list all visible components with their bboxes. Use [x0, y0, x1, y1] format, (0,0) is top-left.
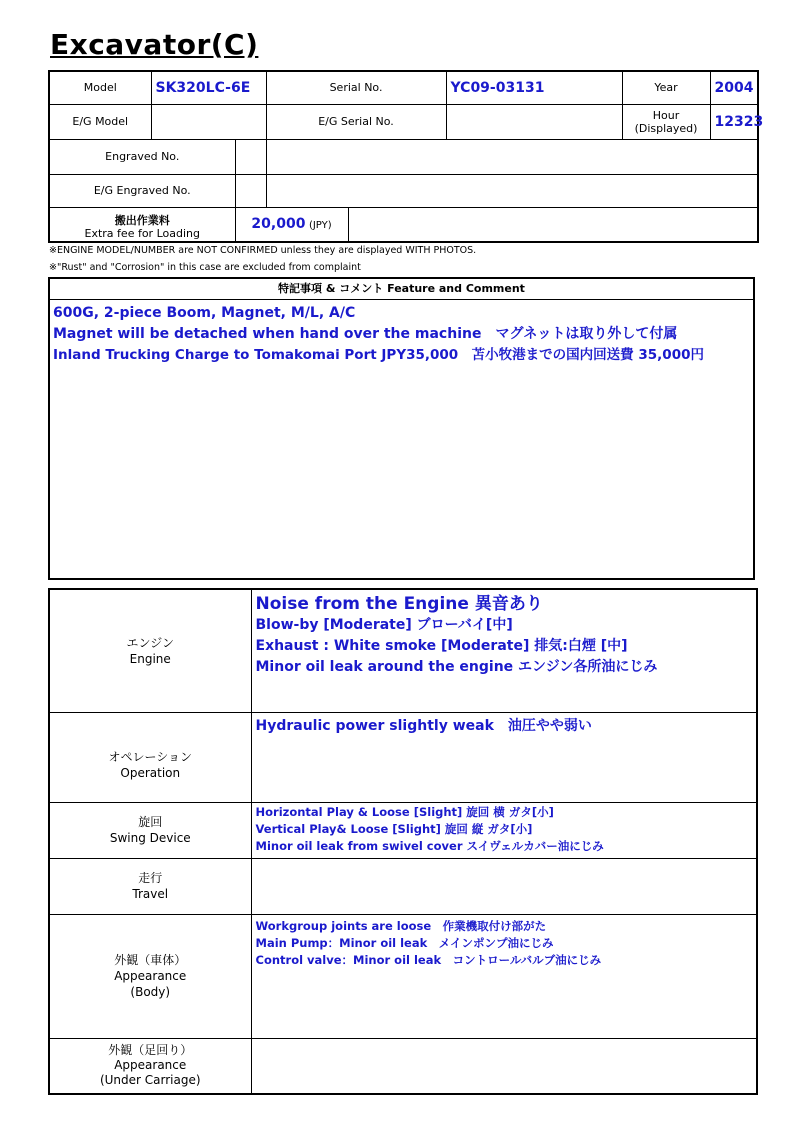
engine-label-en: Engine — [129, 651, 171, 666]
eg-serial-label: E/G Serial No. — [266, 104, 446, 139]
hour-label-line1: Hour — [652, 108, 680, 122]
appearance-undercarriage-label-jp: 外観（足回り） — [108, 1043, 193, 1058]
appearance-body-label-en2: (Body) — [130, 985, 171, 999]
serial-label: Serial No. — [266, 71, 446, 104]
feature-comment-box — [48, 277, 755, 580]
fee-label-en: Extra fee for Loading — [84, 227, 200, 240]
operation-label — [49, 712, 251, 802]
travel-label — [49, 858, 251, 914]
serial-value: YC09-03131 — [446, 71, 622, 104]
year-label: Year — [622, 71, 710, 104]
eg-model-label: E/G Model — [49, 104, 151, 139]
eg-engraved-label: E/G Engraved No. — [49, 174, 235, 207]
appearance-undercarriage-label-en2: (Under Carriage) — [99, 1073, 201, 1088]
condition-row-engine — [49, 589, 757, 712]
appearance-undercarriage-label — [49, 1038, 251, 1094]
swing-line: Minor oil leak from swivel cover スイヴェルカバー油にじみ — [255, 838, 604, 853]
condition-row-appearance-body — [49, 914, 757, 1038]
year-value: 2004 — [710, 71, 758, 104]
engine-headline: Noise from the Engine 異音あり — [255, 594, 543, 614]
engine-label-jp: エンジン — [126, 635, 174, 650]
fee-value: 20,000 — [251, 216, 306, 233]
condition-row-appearance-undercarriage — [49, 1038, 757, 1094]
spec-table — [48, 70, 764, 243]
eg-engraved-check — [235, 174, 266, 207]
appearance-undercarriage-label-en: Appearance — [114, 1058, 187, 1073]
travel-detail — [251, 858, 757, 914]
operation-line: Hydraulic power slightly weak 油圧やや弱い — [255, 717, 592, 734]
swing-label-en: Swing Device — [109, 831, 191, 845]
note-rust: ※"Rust" and "Corrosion" in this case are excluded from complaint — [49, 262, 361, 273]
engine-label — [49, 589, 251, 712]
feature-line: Inland Trucking Charge to Tomakomai Port JPY35,000 苫小牧港までの国内回送費 35,000円 — [53, 347, 704, 363]
engine-line: Minor oil leak around the engine エンジン各所油にじみ — [255, 659, 658, 675]
travel-label-en: Travel — [132, 887, 169, 901]
hour-label — [622, 104, 710, 139]
note-engine: ※ENGINE MODEL/NUMBER are NOT CONFIRMED unless they are displayed WITH PHOTOS. — [49, 245, 477, 256]
feature-header: 特記事項 & コメント Feature and Comment — [50, 279, 753, 300]
fee-unit: (JPY) — [308, 220, 332, 232]
appearance-undercarriage-detail — [251, 1038, 757, 1094]
condition-row-swing — [49, 802, 757, 858]
engine-line: Exhaust : White smoke [Moderate] 排気:白煙 [中] — [255, 638, 628, 654]
fee-label — [49, 207, 235, 242]
swing-detail — [251, 802, 757, 858]
swing-line: Vertical Play& Loose [Slight] 旋回 縦 ガタ[小] — [255, 821, 533, 836]
appearance-body-label-jp: 外観（車体） — [114, 953, 187, 967]
engine-detail — [251, 589, 757, 712]
engraved-value — [266, 139, 758, 174]
swing-line: Horizontal Play & Loose [Slight] 旋回 横 ガタ[小] — [255, 804, 554, 819]
feature-line: Magnet will be detached when hand over the machine マグネットは取り外して付属 — [53, 326, 678, 342]
eg-serial-value — [446, 104, 622, 139]
appearance-body-line: Main Pump：Minor oil leak メインポンプ油にじみ — [255, 935, 554, 950]
travel-label-jp: 走行 — [138, 871, 163, 885]
feature-line: 600G, 2-piece Boom, Magnet, M/L, A/C — [53, 305, 356, 321]
operation-detail — [251, 712, 757, 802]
appearance-body-label-en: Appearance — [114, 969, 187, 983]
fee-label-jp: 搬出作業料 — [114, 214, 170, 227]
swing-label-jp: 旋回 — [138, 815, 163, 829]
appearance-body-label — [49, 914, 251, 1038]
engraved-check — [235, 139, 266, 174]
operation-label-en: Operation — [120, 765, 181, 780]
condition-table — [48, 588, 758, 1095]
condition-row-operation — [49, 712, 757, 802]
appearance-body-line: Control valve：Minor oil leak コントロールバルブ油にじみ — [255, 952, 602, 967]
eg-model-value — [151, 104, 266, 139]
hour-label-line2: (Displayed) — [634, 121, 698, 135]
engine-line: Blow-by [Moderate] ブローバイ[中] — [255, 617, 513, 633]
appearance-body-detail — [251, 914, 757, 1038]
swing-label — [49, 802, 251, 858]
hour-value: 12323 — [710, 104, 758, 139]
operation-label-jp: オペレーション — [108, 749, 193, 764]
model-value: SK320LC-6E — [151, 71, 266, 104]
fee-extra — [348, 207, 758, 242]
model-label: Model — [49, 71, 151, 104]
fee-cell — [235, 207, 348, 242]
engraved-label: Engraved No. — [49, 139, 235, 174]
condition-row-travel — [49, 858, 757, 914]
appearance-body-line: Workgroup joints are loose 作業機取付け部がた — [255, 918, 547, 933]
eg-engraved-value — [266, 174, 758, 207]
page-title: Excavator(C) — [50, 28, 259, 61]
